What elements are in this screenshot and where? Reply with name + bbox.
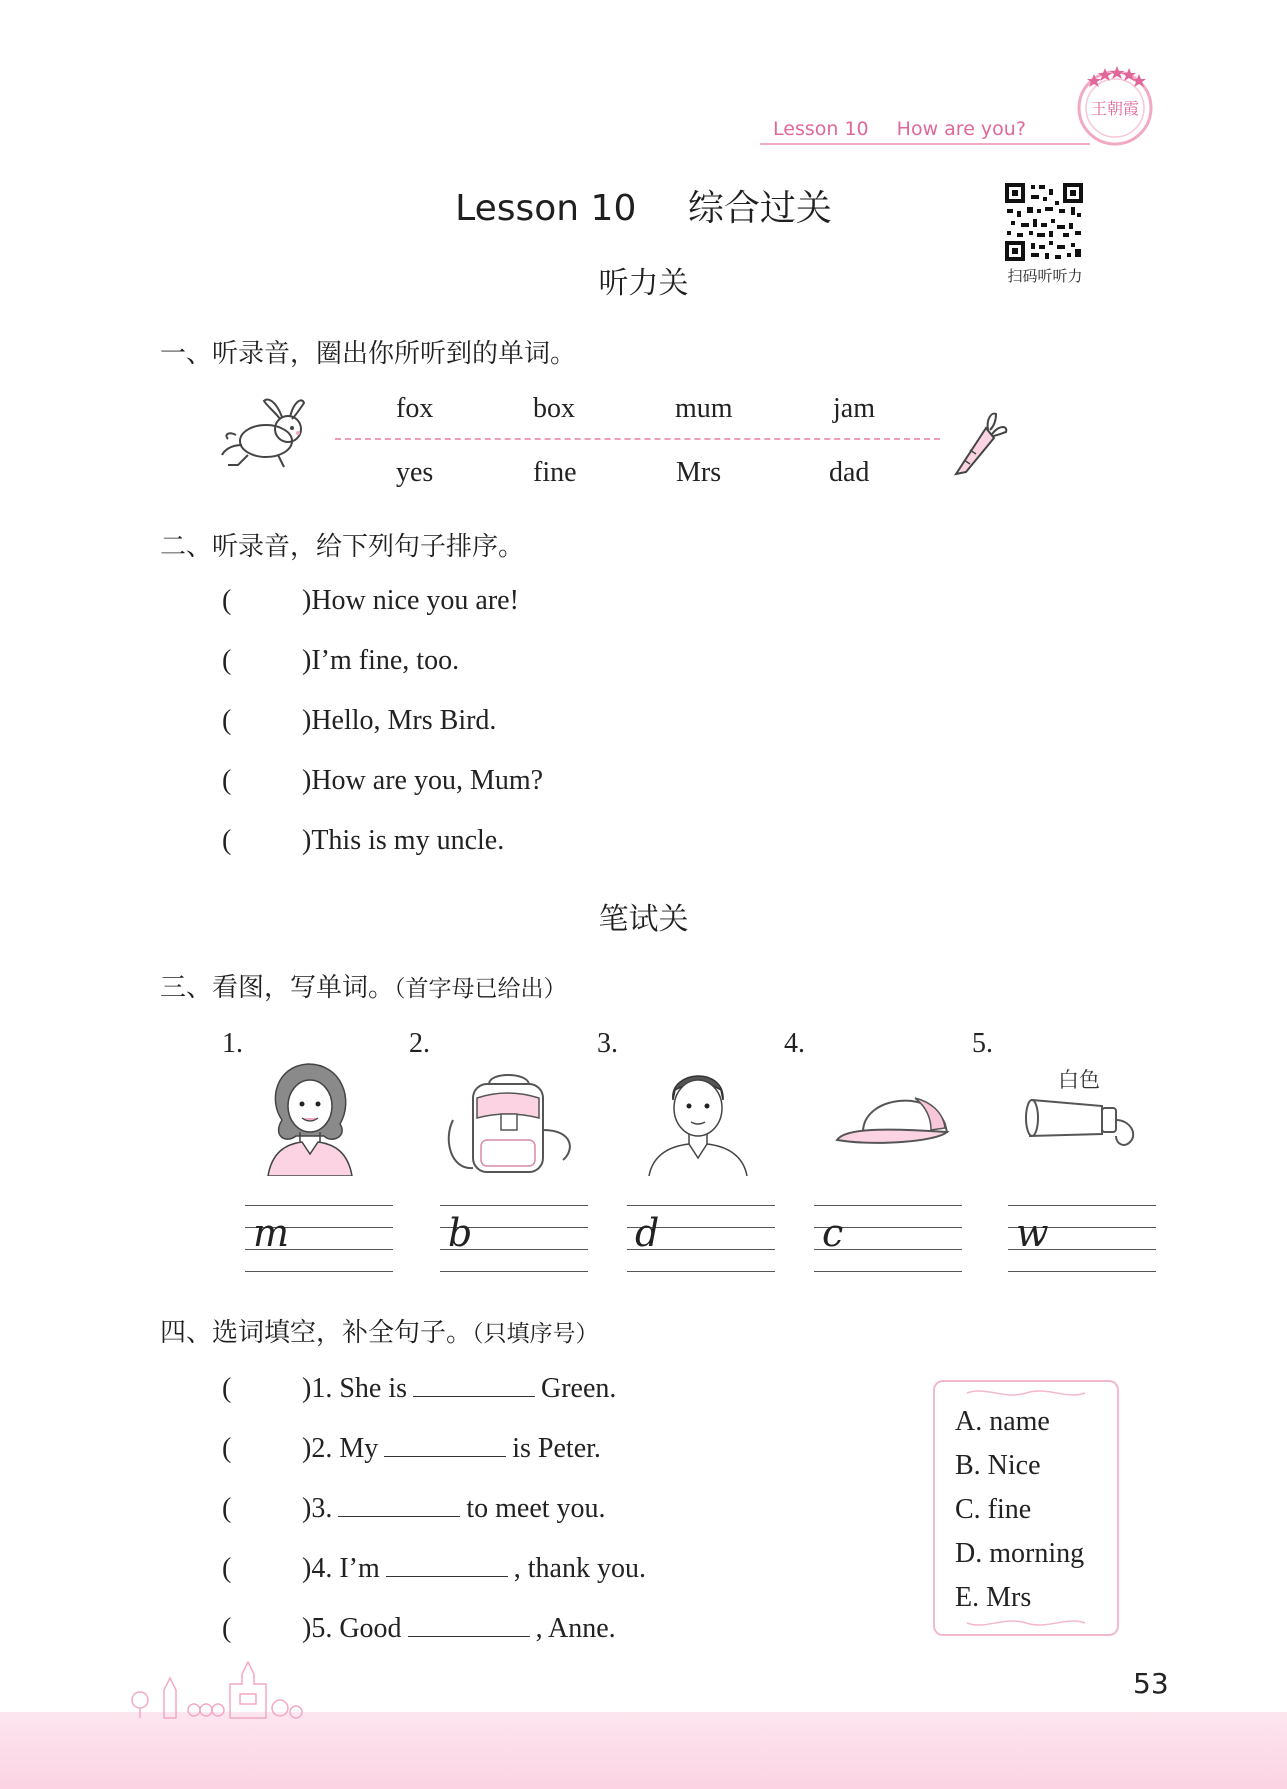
given-letter: m: [253, 1211, 290, 1255]
fill-sentence-2: ( )2. My is Peter.: [222, 1433, 601, 1464]
answer-bracket[interactable]: (: [222, 1373, 232, 1404]
part2-label: 二、听录音，给下列句子排序。: [160, 532, 525, 562]
top-word-1[interactable]: fox: [396, 393, 434, 424]
fill-sentence-4: ( )4. I’m , thank you.: [222, 1553, 646, 1584]
writing-lines-2[interactable]: [440, 1205, 588, 1271]
mother-picture: [262, 1060, 358, 1176]
carrot-illustration: [950, 410, 1010, 480]
water-bottle-picture: [1020, 1090, 1140, 1154]
bottom-word-2[interactable]: fine: [533, 457, 577, 488]
rabbit-illustration: [218, 395, 318, 471]
part4-label: 四、选词填空，补全句子。（只填序号）: [160, 1318, 599, 1348]
father-picture: [645, 1060, 751, 1176]
option-d: D. morning: [955, 1538, 1085, 1569]
writing-lines-4[interactable]: [814, 1205, 962, 1271]
fill-blank[interactable]: [386, 1552, 508, 1577]
cap-picture: [835, 1088, 955, 1154]
ordering-sentence-1: ( )How nice you are!: [222, 585, 519, 616]
ordering-sentence-2: ( )I’m fine, too.: [222, 645, 460, 676]
svg-text:王朝霞: 王朝霞: [1090, 99, 1140, 118]
answer-bracket[interactable]: (: [222, 765, 232, 796]
answer-bracket[interactable]: (: [222, 1553, 232, 1584]
given-letter: c: [822, 1211, 844, 1255]
picture-number-2: 2.: [409, 1028, 430, 1059]
header-topic: How are you?: [896, 118, 1026, 140]
fill-blank[interactable]: [384, 1432, 506, 1457]
footer-band: [0, 1712, 1287, 1789]
fill-blank[interactable]: [413, 1372, 535, 1397]
top-word-3[interactable]: mum: [675, 393, 733, 424]
picture-number-3: 3.: [597, 1028, 618, 1059]
given-letter: w: [1016, 1211, 1049, 1255]
bottom-word-4[interactable]: dad: [829, 457, 870, 488]
answer-bracket[interactable]: (: [222, 585, 232, 616]
top-word-2[interactable]: box: [533, 393, 575, 424]
option-e: E. Mrs: [955, 1582, 1032, 1613]
ordering-sentence-5: ( )This is my uncle.: [222, 825, 505, 856]
writing-lines-3[interactable]: [627, 1205, 775, 1271]
header-lesson: Lesson 10: [773, 118, 869, 140]
answer-bracket[interactable]: (: [222, 1613, 232, 1644]
given-letter: d: [635, 1211, 660, 1255]
answer-bracket[interactable]: (: [222, 645, 232, 676]
picture-number-1: 1.: [222, 1028, 243, 1059]
picture-number-5: 5.: [972, 1028, 993, 1059]
part1-label: 一、听录音，圈出你所听到的单词。: [160, 339, 577, 369]
bottom-word-3[interactable]: Mrs: [676, 457, 722, 488]
title-name: 综合过关: [687, 188, 832, 229]
answer-bracket[interactable]: (: [222, 825, 232, 856]
color-hint: 白色: [1058, 1068, 1100, 1092]
ornament-top: [965, 1386, 1087, 1400]
top-word-4[interactable]: jam: [833, 393, 875, 424]
option-a: A. name: [955, 1406, 1050, 1437]
bottom-word-1[interactable]: yes: [396, 457, 434, 488]
header-text: [773, 118, 1048, 140]
option-b: B. Nice: [955, 1450, 1041, 1481]
header-logo: [1072, 62, 1158, 148]
answer-bracket[interactable]: (: [222, 1493, 232, 1524]
ornament-bottom: [965, 1616, 1087, 1630]
ordering-sentence-3: ( )Hello, Mrs Bird.: [222, 705, 497, 736]
header-rule: [760, 143, 1090, 145]
dashed-divider: [335, 438, 940, 440]
part3-label: 三、看图，写单词。（首字母已给出）: [160, 973, 567, 1003]
writing-lines-5[interactable]: [1008, 1205, 1156, 1271]
ordering-sentence-4: ( )How are you, Mum?: [222, 765, 544, 796]
answer-bracket[interactable]: (: [222, 705, 232, 736]
castle-decoration: [120, 1650, 320, 1720]
listening-heading: 听力关: [598, 266, 689, 301]
fill-blank[interactable]: [338, 1492, 460, 1517]
writing-heading: 笔试关: [598, 902, 689, 937]
answer-bracket[interactable]: (: [222, 1433, 232, 1464]
page-number: 53: [1133, 1667, 1169, 1700]
writing-lines-1[interactable]: [245, 1205, 393, 1271]
fill-blank[interactable]: [408, 1612, 530, 1637]
backpack-picture: [443, 1070, 581, 1176]
fill-sentence-5: ( )5. Good , Anne.: [222, 1613, 616, 1644]
word-bank: [933, 1380, 1119, 1636]
page-title: [0, 180, 1287, 231]
title-lesson: Lesson 10: [455, 188, 637, 229]
fill-sentence-1: ( )1. She is Green.: [222, 1373, 617, 1404]
fill-sentence-3: ( )3. to meet you.: [222, 1493, 606, 1524]
qr-code[interactable]: [1005, 183, 1083, 261]
picture-number-4: 4.: [784, 1028, 805, 1059]
qr-caption: 扫码听听力: [1007, 267, 1083, 285]
given-letter: b: [448, 1211, 473, 1255]
option-c: C. fine: [955, 1494, 1032, 1525]
